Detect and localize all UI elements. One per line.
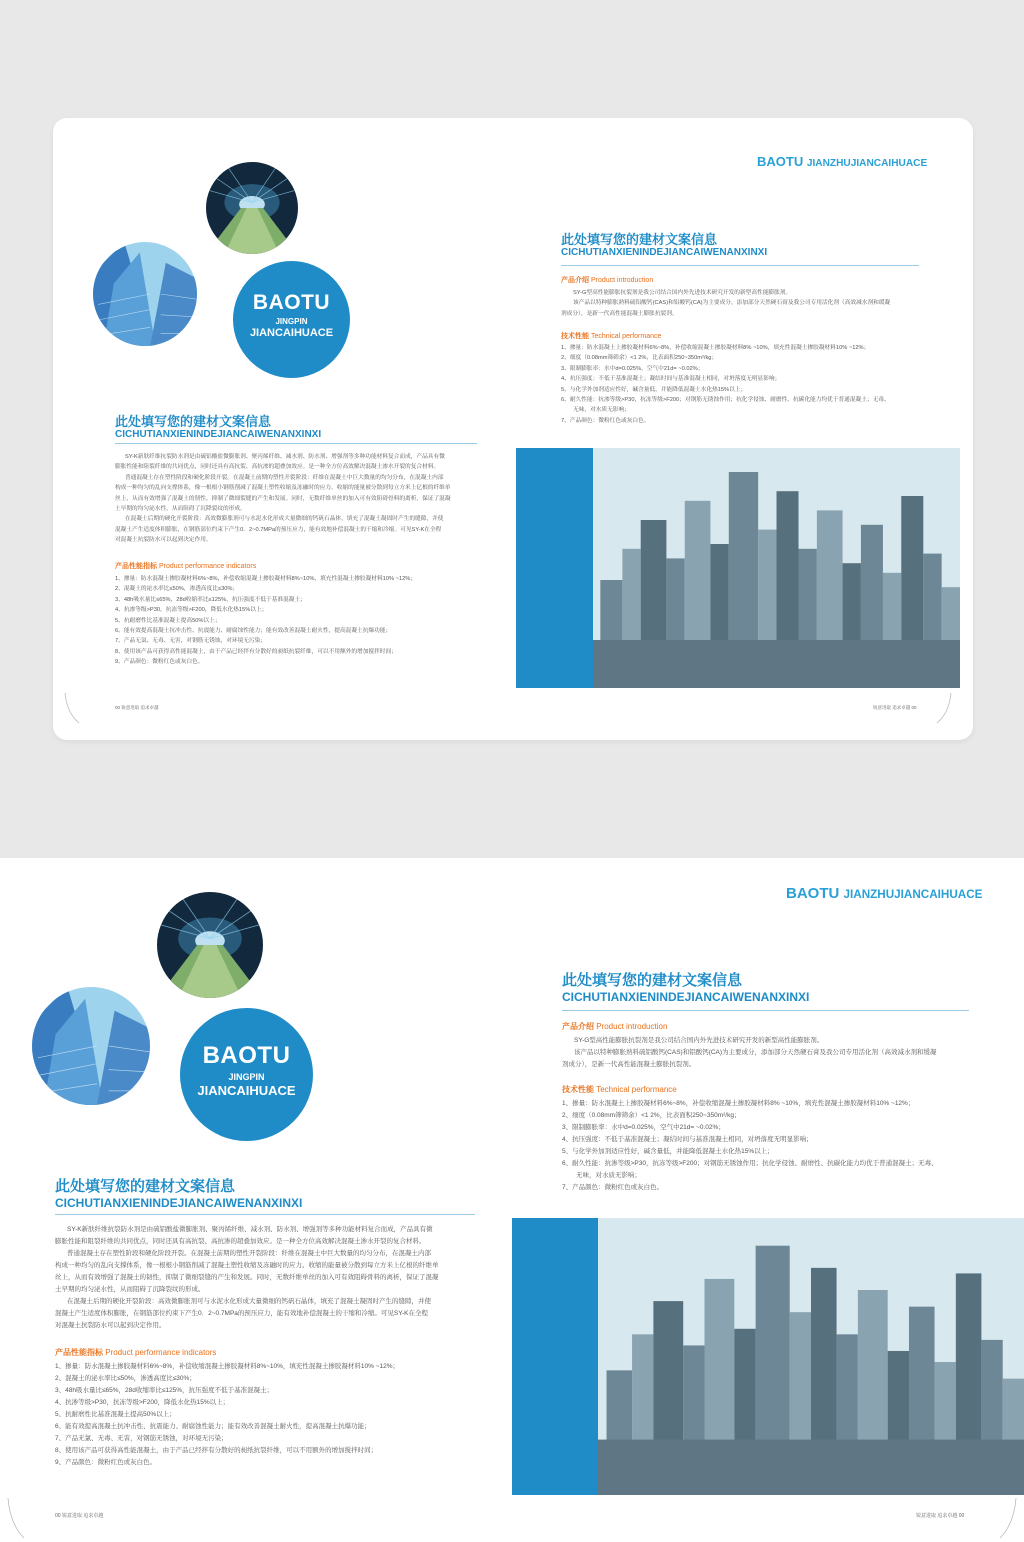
left-heading-cn: 此处填写您的建材文案信息: [55, 1178, 236, 1195]
right-heading-cn: 此处填写您的建材文案信息: [561, 232, 718, 247]
tech-section-title: [561, 331, 661, 341]
tech-spec-list: [561, 343, 926, 426]
badge-line1: BAOTU: [252, 291, 331, 314]
list-item: 6、能有效提高混凝土抗冲击性、抗震能力、耐腐蚀性能力；能有效改善混凝土耐火性，提高混凝土抗爆功能；: [55, 1423, 371, 1430]
list-item: 8、使用该产品可获得高性能混凝土，由于产品已经拌有分散好的昶纸抗裂纤维，可以不用额外的增加搅拌时间；: [115, 648, 397, 655]
body-line: 混凝土产生适度体积膨胀，在钢筋部位约束下产生0．2~0.7MPa的预压应力，能有效地补偿混凝土的干缩和冷缩。可见SY-K在全程: [55, 1310, 429, 1317]
list-item: 9、产品颜色：微粉红色或灰白色。: [115, 659, 204, 666]
list-item: 7、产品无氯、无毒、无害，对钢筋无锈蚀，对环境无污染；: [55, 1435, 228, 1442]
intro-line: 剂成分），是新一代高性能混凝土膨胀抗裂剂。: [561, 310, 678, 317]
body-line: 土早期的均匀泌水性，从而阻碍了沉降裂纹的形成。: [55, 1286, 205, 1293]
list-item: 3、48h吸水量比≤65%，28d收缩率比≤125%，抗压强度不低于基准混凝土；: [55, 1387, 274, 1394]
list-item: 3、限制膨胀率：水中d=0.025%，空气中21d= ~0.02%；: [562, 1124, 725, 1131]
list-item: 6、能有效提高混凝土抗冲击性、抗震能力、耐腐蚀性能力；能有效改善混凝土耐火性，提高混凝土抗爆功能；: [115, 628, 392, 635]
section-cn: 产品介绍: [561, 277, 589, 284]
intro-line: 剂成分），是新一代高性能混凝土膨胀抗裂剂。: [562, 1061, 696, 1068]
list-item: 无味，对水质无影响；: [576, 1172, 641, 1179]
tunnel-photo: [204, 160, 300, 256]
left-heading-en: CICHUTIANXIENINDEJIANCAIWENANXINXI: [115, 429, 322, 440]
list-item: 4、抗压强度：不低于基准混凝土；凝结时间与基准混凝土相同，对坍落度无明显影响；: [561, 376, 781, 383]
brand-main: BAOTU: [757, 154, 804, 169]
badge-line1: BAOTU: [202, 1042, 291, 1069]
accent-block: [512, 1218, 602, 1495]
left-spec-list: [55, 1361, 485, 1469]
left-footer: 00 锐意进取 追求卓越: [115, 705, 159, 710]
right-heading-cn: 此处填写您的建材文案信息: [562, 972, 743, 989]
section-cn: 产品性能指标: [115, 563, 157, 570]
intro-body: [562, 1035, 972, 1071]
skyline-graphic: [598, 1218, 1024, 1495]
section-cn: 技术性能: [561, 333, 589, 340]
list-item: 1、掺量：防水混凝土上掺胶凝材料6%~8%，补偿收缩混凝土掺胶凝材料8% ~10%，填充性混凝土掺胶凝材料10% ~12%；: [561, 345, 870, 351]
left-footer-curve: [63, 693, 83, 723]
body-line: 构成一种均匀的乱向支撑体系，像一根根小钢筋削减了混凝土塑性收缩及冻融时的应力。收缩的能量被分散到每立方米上亿根的纤维单: [115, 485, 451, 492]
left-footer: 00 锐意进取 追求卓越: [55, 1513, 104, 1519]
left-heading-cn: 此处填写您的建材文案信息: [115, 414, 272, 429]
right-footer-curve: [996, 1498, 1018, 1538]
list-item: 4、抗渗等级>P30，抗冻等级>F200，降低水化热15%以上；: [55, 1399, 230, 1406]
list-item: 9、产品颜色：微粉红色或灰白色。: [55, 1459, 157, 1466]
list-item: 4、抗压强度：不低于基准混凝土；凝结时间与基准混凝土相同，对坍落度无明显影响；: [562, 1136, 813, 1143]
body-line: 混凝土产生适度体积膨胀，在钢筋部位约束下产生0．2~0.7MPa的预压应力，能有效地补偿混凝土的干缩和冷缩。可见SY-K在全程: [115, 526, 442, 533]
right-footer: 锐意进取 追求卓越 00: [916, 1513, 965, 1519]
intro-section-title: [561, 275, 653, 285]
intro-line: SY-G型高性能膨胀抗裂剂是我公司结合国内外先进技术研究开发的新型高性能膨胀剂。: [574, 1037, 824, 1044]
left-body: [115, 452, 487, 546]
brand-sub: JIANZHUJIANCAIHUACE: [843, 888, 983, 901]
section-en: Product introduction: [596, 1022, 668, 1031]
list-item: 1、掺量：防水混凝土掺胶凝材料6%~8%，补偿收缩混凝土掺胶凝材料8%~10%，填充性混凝土掺胶凝材料10% ~12%；: [55, 1363, 400, 1370]
list-item: 1、掺量：防水混凝土掺胶凝材料6%~8%，补偿收缩混凝土掺胶凝材料8%~10%，填充性混凝土掺胶凝材料10% ~12%；: [115, 576, 417, 582]
brochure-spread-large: [0, 858, 1024, 1542]
list-item: 7、产品颜色：微粉红色或灰白色。: [561, 417, 650, 424]
body-line: 在混凝土后期的硬化开裂阶段：高效微膨胀剂可与水泥水化形成大量微细的钙矾石晶体，填充了混凝土凝固时产生的缝隙，并使: [67, 1298, 431, 1305]
tech-spec-list: [562, 1098, 982, 1194]
badge-line2: JINGPIN: [275, 317, 308, 326]
skyline-graphic: [593, 448, 960, 688]
list-item: 2、混凝土的泌水率比≤50%，渗透高度比≤30%；: [115, 586, 239, 593]
list-item: 5、与化学外加剂适应性好，碱含量低，并能降低混凝土水化热15%以上；: [562, 1148, 774, 1155]
list-item: 3、限制膨胀率：水中d=0.025%，空气中21d= ~0.02%；: [561, 365, 704, 372]
list-item: 6、耐久性能：抗渗等级>P30，抗冻等级>F200；对钢筋无锈蚀作用；抗化学侵蚀、耐磨性、抗碳化能力均优于普通混凝土；无毒、: [561, 397, 890, 404]
right-footer-curve: [933, 693, 953, 723]
list-item: 5、抗耐磨性比基准混凝土提高50%以上；: [55, 1411, 176, 1418]
list-item: 5、抗耐磨性比基准混凝土提高50%以上；: [115, 617, 221, 624]
section-en: Product performance indicators: [105, 1348, 217, 1357]
city-skyline-photo: [593, 448, 960, 688]
brand-badge: [180, 1008, 313, 1141]
body-line: 丝上，从而有效增强了混凝土的韧性，抑制了微细裂缝的产生和发展。同时，无数纤维单丝的加入可有效阻碍骨料的离析，保证了混凝: [115, 495, 451, 502]
body-line: 在混凝土后期的硬化开裂阶段：高效微膨胀剂可与水泥水化形成大量微细的钙矾石晶体，填充了混凝土凝固时产生的缝隙，并使: [125, 516, 444, 523]
section-en: Product performance indicators: [158, 563, 257, 570]
list-item: 2、细度（0.08mm筛筛余）<1 2%，比表面积250~350m²/kg；: [561, 355, 718, 362]
building-photo: [91, 240, 199, 348]
badge-line2: JINGPIN: [228, 1072, 265, 1082]
list-item: 3、48h吸水量比≤65%，28d收缩率比≤125%，抗压强度不低于基准混凝土；: [115, 596, 306, 603]
tech-section-title: [562, 1084, 677, 1095]
list-item: 4、抗渗等级>P30，抗冻等级>F200，降低水化热15%以上；: [115, 607, 268, 614]
body-line: 膨胀性能和阻裂纤维的共同优点，同时还具有高抗裂、高抗渗的超叠加效应。是一种全方位高效解决混凝土渗水开裂的复合材料。: [115, 464, 440, 471]
right-divider: [562, 1010, 969, 1011]
body-line: 对混凝土抗裂防水可以起到决定作用。: [115, 537, 212, 544]
body-line: SY-K新肤纤维抗裂防水剂是由硫铝酸盐微膨胀剂、聚丙烯纤维、减水剂、防水剂、增强剂等多种功能材料复合而成，产品具有微: [125, 454, 445, 460]
body-line: 土早期的均匀泌水性，从而阻碍了沉降裂纹的形成。: [115, 506, 246, 513]
section-en: Technical performance: [590, 333, 662, 340]
list-item: 2、细度（0.08mm筛筛余）<1 2%，比表面积250~350m²/kg；: [562, 1112, 741, 1119]
badge-line3: JIANCAIHUACE: [249, 327, 334, 339]
left-section-title: [115, 561, 256, 571]
body-line: 膨胀性能和阻裂纤维的共同优点，同时还具有高抗裂、高抗渗的超叠加效应。是一种全方位高效解决混凝土渗水开裂的复合材料。: [55, 1238, 426, 1245]
section-cn: 产品介绍: [562, 1022, 594, 1031]
body-line: 普通混凝土存在塑性阶段和硬化阶段开裂。在混凝土前期的塑性开裂阶段：纤维在混凝土中巨大数量的均匀分布，在混凝土内部: [67, 1250, 431, 1257]
left-section-title: [55, 1347, 216, 1358]
section-cn: 产品性能指标: [55, 1348, 103, 1357]
section-en: Product introduction: [590, 277, 654, 284]
intro-body: [561, 288, 921, 319]
left-footer-curve: [6, 1498, 28, 1538]
list-item: 2、混凝土的泌水率比≤50%，渗透高度比≤30%；: [55, 1375, 196, 1382]
accent-block: [516, 448, 596, 688]
list-item: 6、耐久性能：抗渗等级>P30，抗冻等级>F200；对钢筋无锈蚀作用；抗化学侵蚀、耐磨性、抗碳化能力均优于普通混凝土；无毒、: [562, 1160, 938, 1167]
left-heading-en: CICHUTIANXIENINDEJIANCAIWENANXINXI: [55, 1196, 303, 1210]
brand-sub: JIANZHUJIANCAIHUACE: [806, 158, 928, 169]
brand-badge: [233, 261, 350, 378]
right-heading-en: CICHUTIANXIENINDEJIANCAIWENANXINXI: [562, 990, 810, 1004]
list-item: 7、产品颜色：微粉红色或灰白色。: [562, 1184, 664, 1191]
city-skyline-photo: [598, 1218, 1024, 1495]
left-divider: [115, 443, 477, 444]
left-spec-list: [115, 574, 495, 668]
body-line: 丝上，从而有效增强了混凝土的韧性，抑制了微细裂缝的产生和发展。同时，无数纤维单丝的加入可有效阻碍骨料的离析，保证了混凝: [55, 1274, 439, 1281]
list-item: 8、使用该产品可获得高性能混凝土，由于产品已经拌有分散好的昶纸抗裂纤维，可以不用额外的增加搅拌时间；: [55, 1447, 378, 1454]
brand-title: [757, 154, 927, 169]
right-footer: 锐意进取 追求卓越 00: [873, 705, 917, 710]
tunnel-photo: [155, 890, 265, 1000]
brand-main: BAOTU: [786, 885, 840, 902]
left-divider: [55, 1214, 475, 1215]
right-divider: [561, 265, 919, 266]
list-item: 5、与化学外加剂适应性好，碱含量低，并能降低混凝土水化热15%以上；: [561, 386, 747, 393]
left-body: [55, 1224, 475, 1332]
body-line: 构成一种均匀的乱向支撑体系，像一根根小钢筋削减了混凝土塑性收缩及冻融时的应力。收缩的能量被分散到每立方米上亿根的纤维单: [55, 1262, 439, 1269]
badge-line3: JIANCAIHUACE: [197, 1083, 296, 1098]
list-item: 无味，对水质无影响；: [573, 407, 630, 414]
intro-line: 该产品以特种膨胀熟料硫铝酸钙(CAS)和铝酸钙(CA)为主要成分，添加部分天然硬石膏及我公司专用活化剂（高效减水剂和缓凝: [574, 1049, 937, 1056]
body-line: 普通混凝土存在塑性阶段和硬化阶段开裂。在混凝土前期的塑性开裂阶段：纤维在混凝土中巨大数量的均匀分布，在混凝土内部: [125, 474, 444, 481]
intro-line: SY-G型高性能膨胀抗裂剂是我公司结合国内外先进技术研究开发的新型高性能膨胀剂。: [573, 290, 792, 296]
list-item: 7、产品无氯、无毒、无害，对钢筋无锈蚀，对环境无污染；: [115, 638, 267, 645]
section-cn: 技术性能: [562, 1085, 594, 1094]
body-line: 对混凝土抗裂防水可以起到决定作用。: [55, 1322, 166, 1329]
body-line: SY-K新肤纤维抗裂防水剂是由硫铝酸盐微膨胀剂、聚丙烯纤维、减水剂、防水剂、增强剂等多种功能材料复合而成，产品具有微: [67, 1226, 433, 1233]
section-en: Technical performance: [596, 1085, 677, 1094]
brochure-card: [53, 118, 973, 740]
right-heading-en: CICHUTIANXIENINDEJIANCAIWENANXINXI: [561, 247, 768, 258]
brand-title: [786, 885, 982, 902]
list-item: 1、掺量：防水混凝土上掺胶凝材料6%~8%，补偿收缩混凝土掺胶凝材料8% ~10%，填充性混凝土掺胶凝材料10% ~12%；: [562, 1100, 915, 1107]
intro-section-title: [562, 1021, 667, 1032]
building-photo: [30, 985, 152, 1107]
intro-line: 该产品以特种膨胀熟料硫铝酸钙(CAS)和铝酸钙(CA)为主要成分，添加部分天然硬石膏及我公司专用活化剂（高效减水剂和缓凝: [573, 300, 891, 307]
